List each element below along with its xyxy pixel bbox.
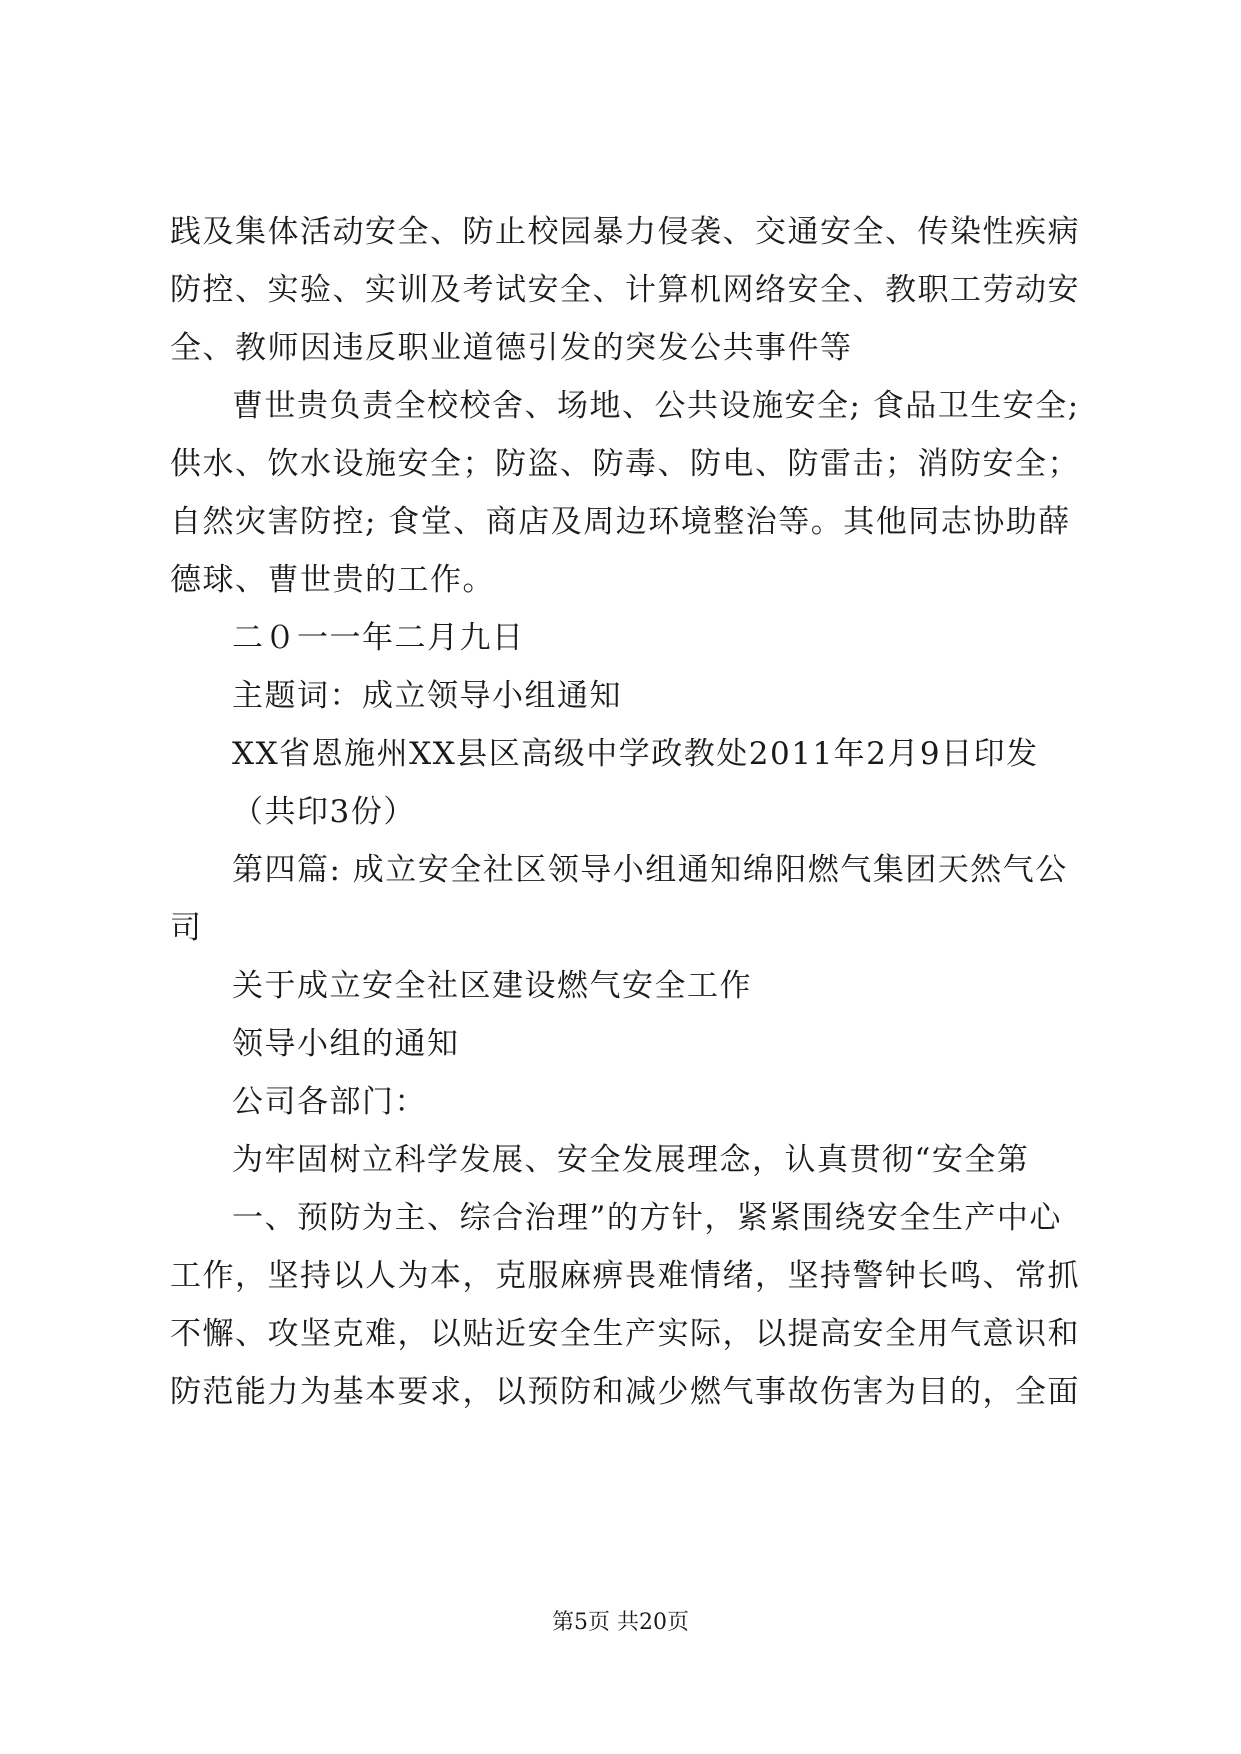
keywords-line: 主题词：成立领导小组通知: [232, 678, 622, 714]
salutation: 公司各部门：: [232, 1084, 427, 1120]
text-line: 供水、饮水设施安全；防盗、防毒、防电、防雷击；消防安全；: [170, 446, 1080, 482]
page-number-footer: 第5页 共20页: [552, 1610, 689, 1635]
text-line: 德球、曹世贵的工作。: [170, 562, 495, 598]
copies-line: （共印3份）: [232, 794, 416, 830]
date-line: 二０一一年二月九日: [232, 620, 525, 656]
text-line: 不懈、攻坚克难，以贴近安全生产实际，以提高安全用气意识和: [170, 1316, 1080, 1352]
issuer-line: XX省恩施州XX县区高级中学政教处2011年2月9日印发: [232, 736, 1039, 772]
text-line: 全、教师因违反职业道德引发的突发公共事件等: [170, 330, 853, 366]
text-line: 工作，坚持以人为本，克服麻痹畏难情绪，坚持警钟长鸣、常抓: [170, 1258, 1080, 1294]
text-line: 为牢固树立科学发展、安全发展理念，认真贯彻“安全第: [232, 1142, 1030, 1178]
text-line: 自然灾害防控; 食堂、商店及周边环境整治等。其他同志协助薛: [170, 504, 1071, 540]
section-heading-continued: 司: [170, 910, 203, 946]
text-line: 践及集体活动安全、防止校园暴力侵袭、交通安全、传染性疾病: [170, 214, 1080, 250]
section-heading: 第四篇: 成立安全社区领导小组通知绵阳燃气集团天然气公: [232, 852, 1068, 888]
text-line: 曹世贵负责全校校舍、场地、公共设施安全; 食品卫生安全;: [232, 388, 1080, 424]
notice-title: 关于成立安全社区建设燃气安全工作: [232, 968, 752, 1004]
text-line: 防控、实验、实训及考试安全、计算机网络安全、教职工劳动安: [170, 272, 1080, 308]
text-line: 一、预防为主、综合治理”的方针，紧紧围绕安全生产中心: [232, 1200, 1062, 1236]
text-line: 防范能力为基本要求，以预防和减少燃气事故伤害为目的，全面: [170, 1374, 1080, 1410]
notice-title-continued: 领导小组的通知: [232, 1026, 460, 1062]
